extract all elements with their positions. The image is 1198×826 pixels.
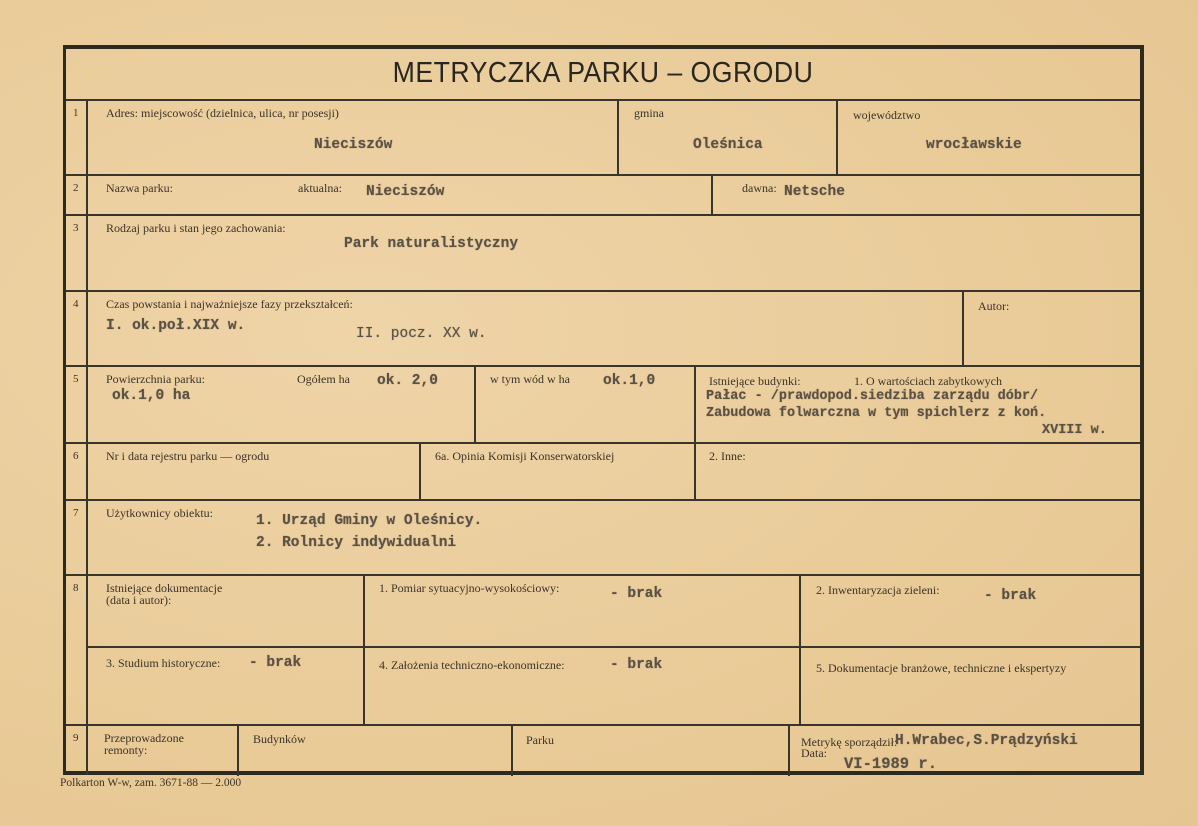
docs-label-line-2: (data i autor):	[106, 593, 172, 607]
area-label: Powierzchnia parku:	[106, 372, 205, 386]
divider	[419, 442, 421, 499]
survey-value: - brak	[610, 586, 663, 602]
address-value: Nieciszów	[314, 137, 393, 153]
divider	[694, 442, 696, 499]
address-label: Adres: miejscowość (dzielnica, ulica, nr posesji)	[106, 106, 339, 120]
gmina-value: Oleśnica	[693, 137, 763, 153]
current-name-label: aktualna:	[298, 181, 342, 195]
park-type-value: Park naturalistyczny	[344, 236, 519, 252]
row-number: 7	[73, 507, 79, 519]
row-number: 3	[73, 222, 79, 234]
divider	[836, 99, 838, 174]
row-number: 1	[73, 107, 79, 119]
repairs-label-line-2: remonty:	[104, 743, 148, 757]
date-value: VI-1989 r.	[844, 755, 938, 773]
user-1-value: 1. Urząd Gminy w Oleśnicy.	[256, 513, 483, 529]
technical-assumptions-label: 4. Założenia techniczno-ekonomiczne:	[379, 658, 565, 672]
users-label: Użytkownicy obiektu:	[106, 506, 213, 520]
form-title: METRYCZKA PARKU – OGRODU	[392, 57, 814, 89]
branch-docs-label: 5. Dokumentacje branżowe, techniczne i ekspertyzy	[816, 661, 1067, 675]
voivodeship-label: województwo	[853, 108, 921, 122]
water-area-label: w tym wód w ha	[490, 372, 570, 386]
voivodeship-value: wrocławskie	[926, 137, 1022, 153]
park-type-label: Rodzaj parku i stan jego zachowania:	[106, 221, 286, 235]
park-name-label: Nazwa parku:	[106, 181, 173, 195]
author-label: Autor:	[978, 299, 1010, 313]
row-number: 4	[73, 298, 79, 310]
area-value: ok.1,0 ha	[112, 388, 191, 404]
historical-study-label: 3. Studium historyczne:	[106, 656, 221, 670]
phases-label: Czas powstania i najważniejsze fazy przekształceń:	[106, 297, 353, 311]
divider	[711, 174, 713, 214]
divider	[66, 724, 1140, 726]
row-number: 6	[73, 450, 79, 462]
register-label: Nr i data rejestru parku — ogrodu	[106, 449, 270, 463]
row-number: 5	[73, 373, 79, 385]
greenery-inventory-value: - brak	[984, 588, 1037, 604]
divider	[237, 724, 239, 776]
row-number: 8	[73, 582, 79, 594]
repairs-label-line-1: Przeprowadzone	[104, 731, 184, 745]
date-label: Data:	[801, 746, 827, 760]
divider	[66, 365, 1140, 367]
phase-1-value: I. ok.poł.XIX w.	[106, 318, 246, 334]
prepared-by-label: Metrykę sporządził:	[801, 735, 898, 749]
divider	[66, 99, 1140, 101]
total-area-label: Ogółem ha	[297, 372, 350, 386]
buildings-line-3: XVIII w.	[1042, 423, 1107, 438]
docs-label-line-1: Istniejące dokumentacje	[106, 581, 223, 595]
divider	[363, 574, 365, 724]
water-area-value: ok.1,0	[603, 373, 656, 389]
divider	[66, 214, 1140, 216]
divider	[66, 290, 1140, 292]
park-repairs-label: Parku	[526, 733, 554, 747]
divider	[86, 646, 1140, 648]
buildings-label: Istniejące budynki:	[709, 374, 801, 388]
current-name-value: Nieciszów	[366, 184, 445, 200]
divider	[788, 724, 790, 776]
survey-label: 1. Pomiar sytuacyjno-wysokościowy:	[379, 581, 560, 595]
greenery-inventory-label: 2. Inwentaryzacja zieleni:	[816, 583, 940, 597]
divider	[962, 290, 964, 365]
technical-assumptions-value: - brak	[610, 657, 663, 673]
divider	[694, 365, 696, 442]
divider	[474, 365, 476, 442]
phase-2-value: II. pocz. XX w.	[356, 326, 487, 342]
row-number: 2	[73, 182, 79, 194]
divider	[66, 574, 1140, 576]
user-2-value: 2. Rolnicy indywidualni	[256, 535, 457, 551]
heritage-buildings-label: 1. O wartościach zabytkowych	[854, 374, 1002, 388]
buildings-repairs-label: Budynków	[253, 732, 306, 746]
former-name-label: dawna:	[742, 181, 777, 195]
row-number: 9	[73, 732, 79, 744]
gmina-label: gmina	[634, 106, 664, 120]
number-column-line	[86, 99, 88, 775]
divider	[511, 724, 513, 776]
divider	[799, 574, 801, 724]
divider	[66, 499, 1140, 501]
buildings-line-2: Zabudowa folwarczna w tym spichlerz z koń.	[706, 406, 1047, 421]
buildings-line-1: Pałac - /prawdopod.siedziba zarządu dóbr/	[706, 389, 1039, 404]
park-record-form	[63, 45, 1144, 775]
divider	[617, 99, 619, 174]
former-name-value: Netsche	[784, 184, 845, 200]
historical-study-value: - brak	[249, 655, 302, 671]
prepared-by-value: H.Wrabec,S.Prądzyński	[895, 733, 1078, 749]
printer-imprint: Polkarton W-w, zam. 3671-88 — 2.000	[60, 777, 242, 789]
commission-opinion-label: 6a. Opinia Komisji Konserwatorskiej	[435, 449, 615, 463]
divider	[66, 174, 1140, 176]
other-buildings-label: 2. Inne:	[709, 449, 746, 463]
divider	[66, 442, 1140, 444]
total-area-value: ok. 2,0	[377, 373, 438, 389]
